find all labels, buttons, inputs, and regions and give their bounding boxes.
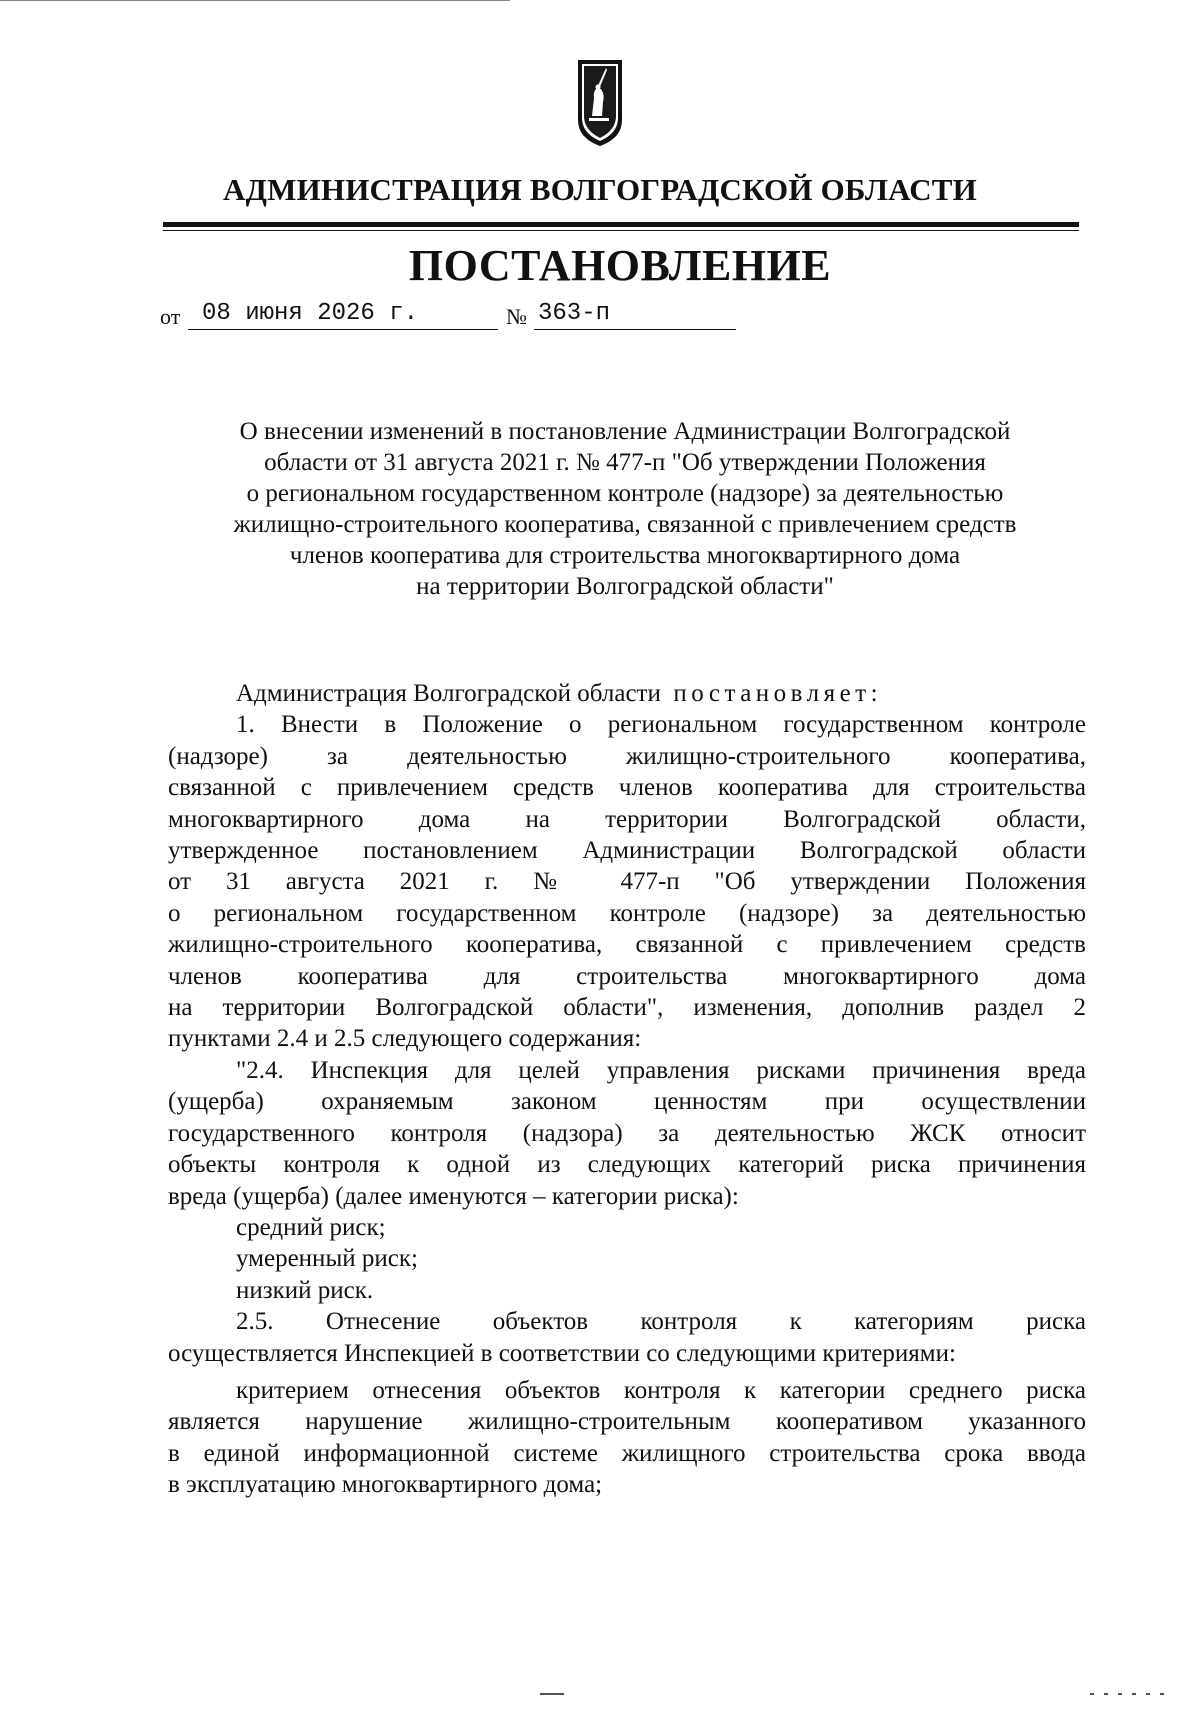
paragraph-line: на территории Волгоградской области", изменения, дополнив раздел 2	[168, 994, 1086, 1022]
paragraph-line: о региональном государственном контроле (надзоре) за деятельностью	[168, 899, 1086, 927]
paragraph-line: пунктами 2.4 и 2.5 следующего содержания:	[168, 1025, 642, 1053]
subject-line: жилищно-строительного кооператива, связанной с привлечением средств	[233, 511, 1017, 538]
subject-line: О внесении изменений в постановление Администрации Волгоградской	[239, 418, 1011, 445]
header-rule-thin	[163, 230, 1079, 231]
paragraph-line: в единой информационной системе жилищного строительства срока ввода	[168, 1439, 1086, 1467]
volgograd-region-coat-of-arms-icon	[576, 58, 624, 148]
paragraph-line: жилищно-строительного кооператива, связанной с привлечением средств	[168, 931, 1086, 959]
paragraph-line: многоквартирного дома на территории Волгоградской области,	[168, 805, 1086, 833]
paragraph-line: объекты контроля к одной из следующих категорий риска причинения	[168, 1151, 1086, 1179]
document-number: 363-п	[534, 300, 736, 330]
paragraph-line: 2.5. Отнесение объектов контроля к категориям риска	[236, 1308, 1086, 1336]
paragraph-line: от 31 августа 2021 г. № 477-п "Об утверждении Положения	[168, 868, 1086, 896]
paragraph-line: (надзоре) за деятельностью жилищно-строительного кооператива,	[168, 742, 1086, 770]
subject-line: о региональном государственном контроле (надзоре) за деятельностью	[246, 480, 1004, 507]
number-label: №	[506, 304, 527, 329]
scan-edge-line	[0, 0, 510, 1]
paragraph-line: критерием отнесения объектов контроля к категории среднего риска	[236, 1376, 1086, 1404]
document-date: 08 июня 2026 г.	[188, 300, 498, 330]
scan-artifact	[1090, 1693, 1170, 1695]
document-type-title: ПОСТАНОВЛЕНИЕ	[408, 241, 832, 290]
header-rule-thick	[163, 222, 1079, 227]
subject-line: области от 31 августа 2021 г. № 477-п "Об утверждении Положения	[264, 449, 986, 476]
risk-category-item: низкий риск.	[236, 1276, 374, 1304]
subject-line: на территории Волгоградской области"	[416, 573, 834, 600]
paragraph-line: связанной с привлечением средств членов кооператива для строительства	[168, 774, 1086, 802]
paragraph-line: членов кооператива для строительства многоквартирного дома	[168, 962, 1086, 990]
scan-artifact	[540, 1693, 564, 1695]
date-label: от	[160, 304, 181, 329]
paragraph-line: 1. Внести в Положение о региональном государственном контроле	[236, 711, 1086, 739]
preamble-verb: постановляет:	[673, 680, 883, 707]
paragraph-line: в эксплуатацию многоквартирного дома;	[168, 1471, 603, 1499]
risk-category-item: средний риск;	[236, 1213, 386, 1241]
document-body	[168, 678, 1086, 1501]
paragraph-line: осуществляется Инспекцией в соответствии со следующими критериями:	[168, 1339, 956, 1367]
preamble	[168, 678, 1086, 709]
document-subject	[0, 416, 1200, 602]
paragraph-line: "2.4. Инспекция для целей управления рисками причинения вреда	[236, 1056, 1086, 1084]
paragraph-line: государственного контроля (надзора) за деятельностью ЖСК относит	[168, 1119, 1086, 1147]
preamble-text: Администрация Волгоградской области	[236, 680, 661, 707]
paragraph-line: вреда (ущерба) (далее именуются – категории риска):	[168, 1182, 739, 1210]
paragraph-line: (ущерба) охраняемым законом ценностям при осуществлении	[168, 1088, 1086, 1116]
risk-category-item: умеренный риск;	[236, 1245, 418, 1273]
paragraph-line: утвержденное постановлением Администрации Волгоградской области	[168, 837, 1086, 865]
organization-title: АДМИНИСТРАЦИЯ ВОЛГОГРАДСКОЙ ОБЛАСТИ	[223, 172, 977, 207]
paragraph-line: является нарушение жилищно-строительным кооперативом указанного	[168, 1408, 1086, 1436]
subject-line: членов кооператива для строительства многоквартирного дома	[289, 542, 961, 569]
